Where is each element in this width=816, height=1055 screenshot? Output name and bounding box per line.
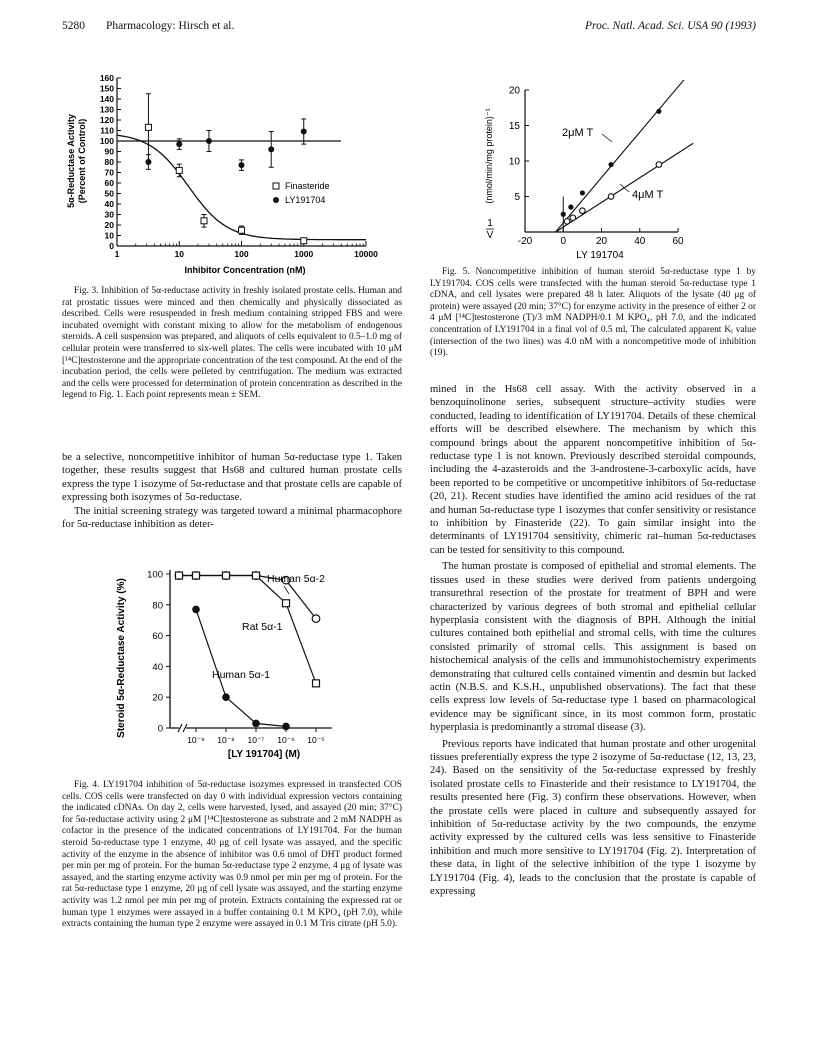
- journal-citation: Proc. Natl. Acad. Sci. USA 90 (1993): [585, 20, 756, 32]
- f4-label-human-5a2: Human 5α-2: [267, 573, 326, 585]
- f5-x-tick-label: 60: [672, 236, 684, 247]
- f5-point-4uM: [564, 219, 570, 225]
- f4-point-human-5a1: [222, 693, 230, 701]
- f4-label-leader: [284, 586, 289, 594]
- f3-y-tick-label: 110: [100, 125, 114, 136]
- f3-y-tick-label: 10: [104, 230, 114, 241]
- f4-point-human-5a1: [252, 720, 260, 728]
- figure-3-y-label-line2: (Percent of Control): [77, 118, 87, 204]
- f4-label-human-5a1: Human 5α-1: [212, 669, 271, 681]
- left-paragraph-1: be a selective, noncompetitive inhibitor of human 5α-reductase type 1. Taken together, these results suggest that Hs68 and cultured human prostate cells express the type 1 isozyme of 5α-reductase and that prostate cells are capable of expressing both isozymes of 5α-reductase.: [62, 452, 402, 504]
- svg-text:(nmol/min/mg protein)⁻¹: (nmol/min/mg protein)⁻¹: [484, 108, 494, 204]
- f3-y-tick-label: 70: [104, 167, 114, 178]
- f4-point-rat-5a1: [176, 572, 183, 579]
- figure-3-y-label-line1: 5α-Reductase Activity: [66, 114, 76, 208]
- f3-point-ly191704: [145, 159, 151, 165]
- f3-point-ly191704: [268, 146, 274, 152]
- f5-y-tick-label: 10: [508, 156, 520, 168]
- f5-point-2uM: [580, 190, 585, 195]
- f4-x-tick-label: 10⁻⁵: [307, 735, 325, 745]
- svg-text:V: V: [486, 230, 494, 241]
- f5-point-4uM: [570, 215, 576, 221]
- f5-y-tick-label: 5: [514, 192, 520, 203]
- f4-y-tick-label: 20: [152, 692, 163, 704]
- f5-point-2uM: [568, 205, 573, 210]
- f5-point-4uM: [580, 208, 586, 214]
- page-number: 5280: [62, 20, 85, 32]
- figure-5-chart: [478, 80, 698, 265]
- f4-point-human-5a1: [192, 606, 200, 614]
- f5-y-tick-label: 15: [508, 121, 520, 132]
- figure-3-x-label: Inhibitor Concentration (nM): [184, 265, 306, 275]
- f3-point-finasteride: [201, 218, 207, 224]
- f4-y-tick-label: 40: [152, 661, 163, 673]
- f3-y-tick-label: 160: [99, 73, 114, 83]
- f5-label-2uM: 2μM T: [562, 127, 594, 139]
- f3-point-finasteride: [176, 167, 182, 173]
- f3-y-tick-label: 20: [104, 220, 114, 230]
- f5-point-2uM: [608, 162, 613, 167]
- f4-y-tick-label: 60: [152, 631, 163, 643]
- f3-y-tick-label: 40: [104, 199, 114, 209]
- f4-x-tick-label: 10⁻⁶: [277, 735, 295, 745]
- figure-4-y-label: Steroid 5α-Reductase Activity (%): [116, 578, 127, 738]
- f3-y-tick-label: 0: [109, 241, 114, 251]
- f5-point-4uM: [656, 162, 662, 168]
- f5-x-tick-label: 0: [560, 236, 567, 247]
- f5-x-tick-label: 20: [595, 236, 608, 247]
- figure-4-caption: Fig. 4. LY191704 inhibition of 5α-reductase isozymes expressed in transfected COS cells. COS cells were transfected on day 0 with individual expression vectors containing the indicated cDNAs. On day 2, cells were harvested, lysed, and assayed (20 min; 37°C) for 5α-reductase activity using 2 μM [¹⁴C]testosterone as substrate and 2 mM NADPH as cofactor in the presence of the indicated concentrations of LY191704. For the human steroid 5α-reductase type 1 enzyme, 40 μg of cell lysate was assayed, and the specific activity of the enzyme in the absence of inhibitor was 0.6 nmol of DHT product formed per min per mg of protein. For the human 5α-reductase type 2 enzyme, 4 μg of lysate was assayed, and the starting enzyme activity was 0.9 nmol per min per mg of protein. For the rat 5α-reductase type 1 enzyme, 20 μg of cell lysate was assayed, and the starting enzyme activity was 1.2 nmol per min per mg of protein. Extracts containing the expressed rat or human type 1 enzymes were assayed in a buffer containing 0.1 M KPO₄ (pH 7.0), while extracts containing the human type 2 enzyme were assayed in 0.1 M Tris citrate (pH 5.0).: [62, 780, 402, 930]
- f3-y-tick-label: 60: [104, 178, 114, 188]
- f3-y-tick-label: 50: [104, 188, 114, 199]
- f4-label-rat-5a1: Rat 5α-1: [242, 621, 283, 633]
- f5-y-tick-label: 20: [508, 85, 520, 97]
- f4-x-tick-label: 10⁻⁹: [187, 735, 205, 745]
- f3-point-finasteride: [239, 227, 245, 233]
- right-paragraph-1: mined in the Hs68 cell assay. With the activity observed in a benzoquinolinone series, subsequent structure–activity studies were conducted, leading to identification of LY191704. Details of these chemical efforts will be described elsewhere. The mechanism by which this compound brings about the apparent noncompetitive inhibition of 5α-reductase type 1 is not known. Previously described steroidal compounds, including the 4-azasteroids and the 3-androstene-3-carboxylic acids, have been reported to be competitive or uncompetitive inhibitors of 5α-reductase (20, 21). Recent studies have identified the amino acid residues of the rat and human 5α-reductase type 1 isozymes that confer sensitivity or resistance to inhibition by Finasteride (22). To gain similar insight into the determinants of LY191704 sensitivity, chimeric rat–human 5α-reductases can be tested for sensitivity to this compound.: [430, 384, 756, 556]
- f3-x-tick-label: 1: [114, 249, 120, 259]
- f5-point-2uM: [656, 109, 661, 114]
- left-paragraph-2: The initial screening strategy was targeted toward a minimal pharmacophore for 5α-reductase inhibition as deter-: [62, 505, 402, 531]
- running-head: Pharmacology: Hirsch et al.: [106, 20, 235, 32]
- legend-ly191704: LY191704: [285, 195, 326, 205]
- f3-y-tick-label: 80: [104, 157, 114, 167]
- f4-x-axis-break: [178, 724, 187, 732]
- f5-point-4uM: [608, 194, 614, 200]
- f3-point-ly191704: [301, 129, 307, 135]
- f3-x-tick-label: 10: [174, 249, 184, 259]
- f3-point-ly191704: [176, 141, 182, 147]
- figure-3-chart: [60, 66, 380, 278]
- figure-5-y-label: [484, 108, 494, 241]
- f3-y-tick-label: 130: [99, 104, 114, 115]
- f4-point-rat-5a1: [313, 680, 320, 687]
- f3-point-finasteride: [301, 238, 307, 244]
- legend-finasteride: Finasteride: [285, 181, 330, 191]
- f4-point-human-5a1: [282, 723, 290, 731]
- f3-point-ly191704: [239, 162, 245, 168]
- figure-5-caption: Fig. 5. Noncompetitive inhibition of human steroid 5α-reductase type 1 by LY191704. COS cells were transfected with the human steroid 5α-reductase type 1 cDNA, and cell lysates were prepared 48 h later. Aliquots of the lysate (40 μg of protein) were assayed (20 min; 37°C) for enzyme activity in the presence of either 2 or 4 μM [¹⁴C]testosterone (T)/3 mM NADPH/0.1 M KPO₄, pH 7.0, and the indicated concentration of LY191704 in a final vol of 0.5 ml. The calculated apparent Kᵢ value (intersection of the two lines) was 4.0 nM with a noncompetitive mode of inhibition (19).: [430, 267, 756, 359]
- f3-y-tick-label: 140: [99, 94, 114, 104]
- f4-point-rat-5a1: [193, 572, 200, 579]
- f3-point-finasteride: [145, 124, 151, 130]
- right-paragraph-3: Previous reports have indicated that human prostate and other urogenital tissues preferentially express the type 2 isozyme of 5α-reductase (12, 13, 23, 24). Based on the sensitivity of the 5α-reductase expressed by freshly isolated prostate cells to Finasteride and their resistance to LY191704, the results presented here (Fig. 3) confirm these observations. However, when the prostate cells were placed in culture and subsequently assayed for inhibition of 5α-reductase activity by the two compounds, the enzyme activity expressed by the cultured cells was less sensitive to Finasteride inhibition and much more sensitive to LY191704 (Fig. 2). Interpretation of these data, in light of the selective inhibition of the type 1 isozyme by LY191704 (Fig. 4), leads to the conclusion that the prostate is capable of expressing: [430, 738, 756, 898]
- f4-point-rat-5a1: [283, 600, 290, 607]
- f3-x-tick-label: 100: [234, 249, 249, 259]
- f4-y-tick-label: 80: [152, 600, 163, 612]
- f3-y-tick-label: 30: [104, 209, 114, 220]
- f3-x-tick-label: 1000: [294, 249, 314, 259]
- svg-text:1: 1: [487, 218, 493, 229]
- figure-4-x-label: [LY 191704] (M): [227, 749, 301, 760]
- right-paragraph-2: The human prostate is composed of epithelial and stromal elements. The tissues used in these studies were derived from patients undergoing transurethral resection of the prostate for treatment of BPH and were characterized by various degrees of both stromal and epithelial cellular hyperplasia consistent with the diagnosis of BPH. Although the initial cultures contained both epithelial and stromal cells, with time the cultures consisted primarily of stromal cells. This assignment is based on histochemical analysis of the cells and immunohistochemistry experiments demonstrating that cultured cells contained vimentin and desmin but lacked actin (N.B.S. and K.S.H., unpublished observations). The fact that these cells express low levels of 5α-reductase type 1 based on pharmacological evidence may be significant since, in its most common form, prostatic hyperplasia is predominantly a stromal disease (3).: [430, 561, 756, 734]
- f3-x-tick-label: 10000: [354, 249, 378, 259]
- figure-3-legend: [273, 181, 330, 205]
- f4-point-rat-5a1: [223, 572, 230, 579]
- f5-x-tick-label: 40: [634, 236, 646, 247]
- f5-point-2uM: [561, 212, 566, 217]
- f4-y-tick-label: 0: [157, 723, 163, 735]
- f4-y-tick-label: 100: [147, 569, 163, 581]
- right-column-text: [430, 383, 756, 898]
- left-column-text: [62, 451, 402, 531]
- f3-y-tick-label: 90: [104, 146, 114, 157]
- f3-y-tick-label: 100: [99, 136, 114, 146]
- f3-y-tick-label: 120: [99, 115, 114, 125]
- figure-3-caption: Fig. 3. Inhibition of 5α-reductase activity in freshly isolated prostate cells. Human and rat prostatic tissues were minced and then chemically and physically dissociated as described. Cells were resuspended in fresh medium containing stripped FBS and were incubated overnight with constant mixing to allow for the metabolism of endogenous steroids. A cell suspension was prepared, and aliquots of cells equivalent to 0.5–1.0 mg of cellular protein were transferred to six-well plates. The cells were incubated with 10 μM [¹⁴C]testosterone and the appropriate concentration of the test compound. At the end of the incubation period, the cells were pelleted by centrifugation. The medium was extracted and the cells were processed for determination of protein concentration as described in the legend to Fig. 1. Each point represents mean ± SEM.: [62, 286, 402, 401]
- f3-point-ly191704: [206, 138, 212, 144]
- f5-label-4uM: 4μM T: [632, 189, 664, 201]
- figure-4-chart: [112, 558, 362, 763]
- f4-point-human-5a2: [312, 615, 320, 623]
- f5-x-tick-label: -20: [517, 236, 533, 247]
- figure-5-x-label: LY 191704: [576, 250, 624, 261]
- f4-x-tick-label: 10⁻⁸: [217, 735, 235, 745]
- f4-point-rat-5a1: [253, 572, 260, 579]
- f3-y-tick-label: 150: [99, 83, 114, 94]
- f5-label-leader: [602, 134, 612, 142]
- f4-x-tick-label: 10⁻⁷: [247, 735, 265, 745]
